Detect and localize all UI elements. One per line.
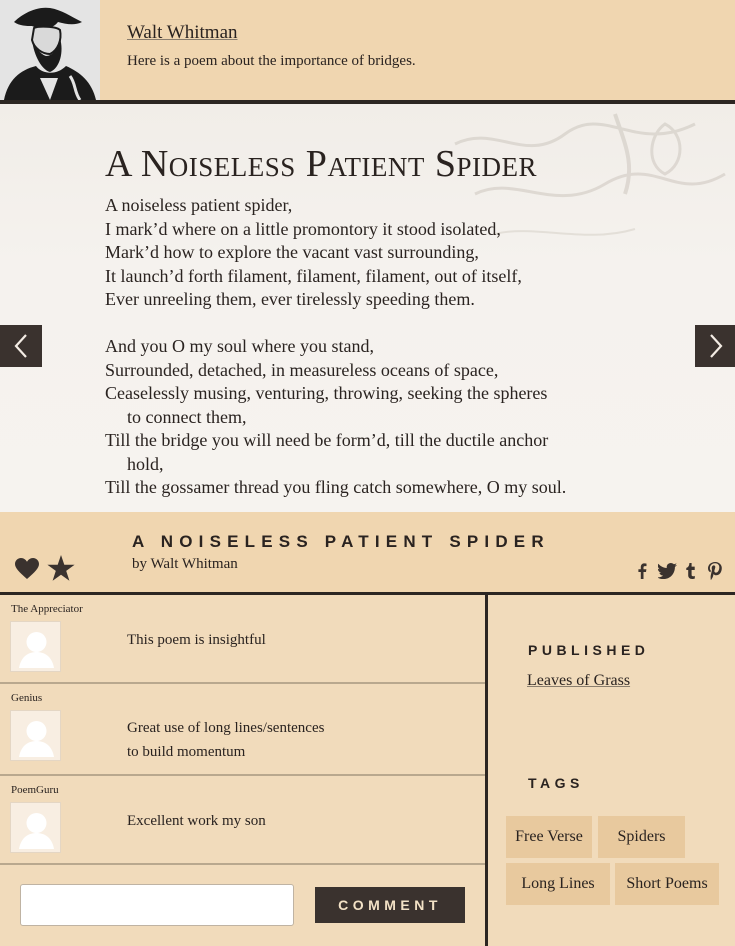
poem-title-band (0, 512, 735, 592)
poem-line: hold, (127, 453, 164, 474)
poem-line: Ever unreeling them, ever tirelessly speeding them. (105, 289, 475, 309)
comment-submit-button[interactable]: COMMENT (315, 887, 465, 923)
comment-item (0, 684, 485, 776)
tag-chip[interactable]: Free Verse (506, 816, 592, 858)
comment-line: to build momentum (127, 744, 246, 760)
tag-chip[interactable]: Spiders (598, 816, 685, 858)
published-collection-link[interactable]: Leaves of Grass (527, 672, 631, 689)
tag-chip[interactable]: Long Lines (506, 863, 610, 905)
comment-line: This poem is insightful (127, 632, 266, 648)
pinterest-icon[interactable] (706, 562, 724, 580)
poem-line: Till the bridge you will need be form’d, till the ductile anchor (105, 430, 549, 450)
poem-line: Mark’d how to explore the vacant vast surrounding, (105, 242, 479, 262)
tags-heading: TAGS (528, 775, 584, 791)
published-heading: PUBLISHED (528, 642, 650, 658)
next-poem-button[interactable] (695, 325, 735, 367)
user-avatar-icon (10, 710, 61, 761)
poem-line: Surrounded, detached, in measureless oceans of space, (105, 359, 499, 380)
user-avatar-icon (10, 802, 61, 853)
tumblr-icon[interactable] (684, 562, 698, 580)
poem-line: Till the gossamer thread you fling catch somewhere, O my soul. (105, 477, 567, 497)
poem-intro: Here is a poem about the importance of bridges. (127, 53, 416, 69)
poem-title: A Noiseless Patient Spider (105, 143, 538, 185)
comments-section (0, 595, 485, 946)
poem-panel (0, 104, 735, 512)
comment-username[interactable]: PoemGuru (11, 784, 59, 796)
comment-text (127, 716, 324, 764)
band-poem-title: A NOISELESS PATIENT SPIDER (132, 532, 550, 551)
twitter-icon[interactable] (656, 562, 678, 580)
poem-line: to connect them, (127, 406, 247, 427)
poem-sidebar (488, 595, 735, 946)
poem-line: A noiseless patient spider, (105, 195, 293, 215)
star-icon[interactable] (47, 555, 75, 582)
author-link[interactable]: Walt Whitman (127, 22, 238, 43)
comment-username[interactable]: The Appreciator (11, 603, 83, 615)
comment-input[interactable] (20, 884, 294, 926)
author-portrait (0, 0, 100, 100)
user-avatar-icon (10, 621, 61, 672)
poem-body (105, 194, 566, 500)
poem-line: I mark’d where on a little promontory it stood isolated, (105, 218, 501, 239)
comment-line: Excellent work my son (127, 813, 266, 829)
tag-chip[interactable]: Short Poems (615, 863, 719, 905)
chevron-right-icon (706, 332, 726, 360)
author-header (0, 0, 735, 100)
facebook-icon[interactable] (636, 562, 648, 580)
chevron-left-icon (11, 332, 31, 360)
band-byline: by Walt Whitman (132, 556, 238, 572)
comment-item (0, 776, 485, 865)
poem-line: And you O my soul where you stand, (105, 336, 374, 356)
comment-line: Great use of long lines/sentences (127, 720, 325, 736)
comment-text (127, 628, 266, 652)
comment-item (0, 595, 485, 684)
comment-text (127, 809, 266, 833)
poem-line: It launch’d forth filament, filament, filament, out of itself, (105, 265, 522, 286)
poem-line: Ceaselessly musing, venturing, throwing, seeking the spheres (105, 383, 548, 403)
stanza-break (105, 312, 566, 336)
comment-username[interactable]: Genius (11, 692, 43, 704)
previous-poem-button[interactable] (0, 325, 42, 367)
heart-icon[interactable] (15, 558, 39, 580)
